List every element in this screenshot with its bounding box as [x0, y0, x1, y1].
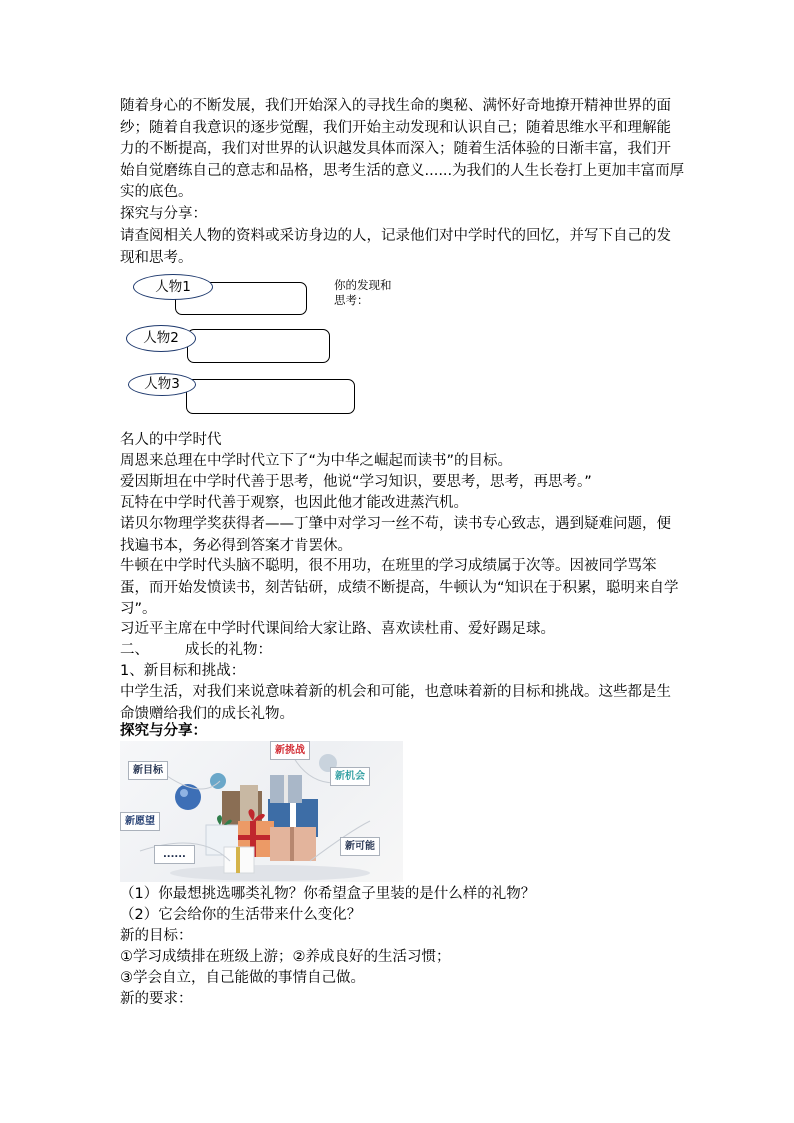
question-2: （2）它会给你的生活带来什么变化？ [120, 907, 362, 923]
person1-oval: 人物1 [133, 274, 213, 300]
person2-box [187, 329, 330, 363]
explore-heading-2: 探究与分享： [120, 723, 207, 739]
goal-line-2: ③学会自立，自己能做的事情自己做。 [120, 970, 365, 986]
life-paragraph: 中学生活，对我们来说意味着新的机会和可能，也意味着新的目标和挑战。这些都是生命馈赠给我们的成长礼物。 [120, 684, 671, 722]
famous-line-einstein: 爱因斯坦在中学时代善于思考，他说“学习知识，要思考，思考，再思考。” [120, 474, 592, 490]
famous-heading: 名人的中学时代 [120, 432, 222, 448]
task-paragraph: 请查阅相关人物的资料或采访身边的人，记录他们对中学时代的回忆，并写下自己的发现和思考。 [120, 228, 671, 266]
person2-oval: 人物2 [126, 325, 196, 352]
new-goal-label: 新的目标： [120, 928, 193, 944]
section2-title: 成长的礼物： [185, 642, 272, 658]
tag-new-goal: 新目标 [128, 761, 168, 780]
sub1-heading: 1、新目标和挑战： [120, 663, 246, 679]
person3-box [186, 379, 355, 414]
tag-new-wish: 新愿望 [120, 812, 160, 831]
tag-new-challenge: 新挑战 [270, 741, 310, 760]
nobel-paragraph: 诺贝尔物理学奖获得者——丁肇中对学习一丝不苟，读书专心致志，遇到疑难问题，便找遍书本，务必得到答案才肯罢休。 [120, 516, 671, 554]
famous-line-watt: 瓦特在中学时代善于观察，也因此他才能改进蒸汽机。 [120, 495, 468, 511]
tag-new-opportunity: 新机会 [330, 767, 370, 786]
famous-line-zhou: 周恩来总理在中学时代立下了“为中华之崛起而读书”的目标。 [120, 453, 513, 469]
gift-illustration [120, 741, 403, 882]
xi-line: 习近平主席在中学时代课间给大家让路、喜欢读杜甫、爱好踢足球。 [120, 621, 555, 637]
intro-paragraph: 随着身心的不断发展，我们开始深入的寻找生命的奥秘、满怀好奇地撩开精神世界的面纱；随着自我意识的逐步觉醒，我们开始主动发现和认识自己；随着思维水平和理解能力的不断提高，我们对世界的认识越发具体而深入；随着生活体验的日渐丰富，我们开始自觉磨练自己的意志和品格，思考生活的意义......为我们的人生长卷打上更加丰富而厚实的底色。 [120, 98, 685, 200]
newton-paragraph: 牛顿在中学时代头脑不聪明，很不用功，在班里的学习成绩属于次等。因被同学骂笨蛋，而开始发愤读书，刻苦钻研，成绩不断提高，牛顿认为“知识在于积累，聪明来自学习”。 [120, 558, 679, 617]
new-requirement-label: 新的要求： [120, 991, 193, 1007]
question-1: （1）你最想挑选哪类礼物？你希望盒子里装的是什么样的礼物？ [120, 886, 536, 902]
explore-heading-1: 探究与分享： [120, 206, 207, 222]
section2-number: 二、 [120, 642, 149, 658]
tag-new-possibility: 新可能 [340, 837, 380, 856]
tag-more: ...... [154, 845, 195, 864]
person3-oval: 人物3 [128, 373, 196, 396]
section2-heading [120, 640, 272, 662]
goal-line-1: ①学习成绩排在班级上游；②养成良好的生活习惯； [120, 949, 451, 965]
findings-note: 你的发现和思考： [334, 278, 392, 307]
